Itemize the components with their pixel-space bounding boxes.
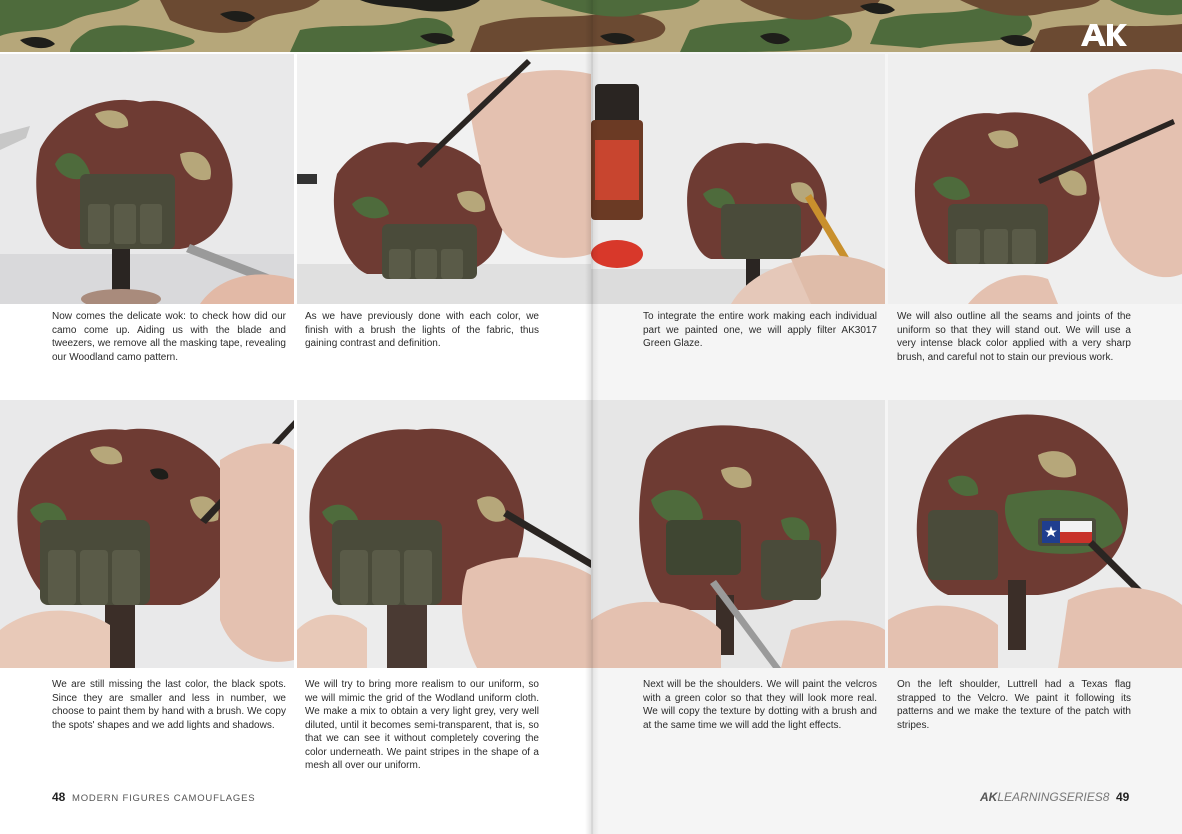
caption-step-4: We will also outline all the seams and joints of the uniform so that they will stand out. We will use a very intense black color applied with a very sharp brush, and careful not to stain our previous work. (897, 311, 1131, 363)
camo-header-band (0, 0, 1182, 52)
caption-step-8: On the left shoulder, Luttrell had a Texas flag strapped to the Velcro. We paint it following its patterns and we make the texture of the patch with stripes. (897, 679, 1131, 731)
camo-pattern (0, 0, 1182, 52)
caption-step-6: We will try to bring more realism to our uniform, so we will mimic the grid of the Wodland uniform cloth. We make a mix to obtain a very light grey, very well diluted, until it becomes semi-transparent, that is, so that we can see it without completely covering the color underneath. We paint stripes in the shape of a mesh all over our uniform. (305, 679, 539, 771)
photo-step-3 (591, 54, 885, 304)
left-running-title: MODERN FIGURES CAMOUFLAGES (72, 793, 256, 804)
texas-flag-patch (1038, 518, 1096, 546)
photo-step-2 (297, 54, 591, 304)
ak-logo (1079, 22, 1129, 48)
caption-step-2: As we have previously done with each color, we finish with a brush the lights of the fabric, thus gaining contrast and definition. (305, 311, 539, 349)
photo-step-4 (888, 54, 1182, 304)
caption-step-7: Next will be the shoulders. We will paint the velcros with a green color so that they will look more real. We will copy the texture by dotting with a brush and at the same time we will add the light effects. (643, 679, 877, 731)
caption-step-3: To integrate the entire work making each individual part we painted one, we will apply filter AK3017 Green Glaze. (643, 311, 877, 349)
caption-step-5: We are still missing the last color, the black spots. Since they are smaller and less in number, we choose to paint them by hand with a brush. We copy the spots' shapes and we add lights and shadows. (52, 679, 286, 731)
caption-step-1: Now comes the delicate wok: to check how did our camo come up. Aiding us with the blade and tweezers, we remove all the masking tape, revealing our Woodland camo pattern. (52, 311, 286, 363)
series-title (980, 790, 1109, 804)
right-page-number: 49 (1116, 790, 1130, 804)
left-page-number: 48 (52, 790, 66, 804)
series-title-rest: LEARNINGSERIES8 (997, 790, 1110, 804)
photo-step-8 (888, 400, 1182, 668)
photo-step-5 (0, 400, 294, 668)
series-title-ak: AK (980, 790, 998, 804)
photo-step-7 (591, 400, 885, 668)
photo-step-6 (297, 400, 591, 668)
photo-step-1 (0, 54, 294, 304)
